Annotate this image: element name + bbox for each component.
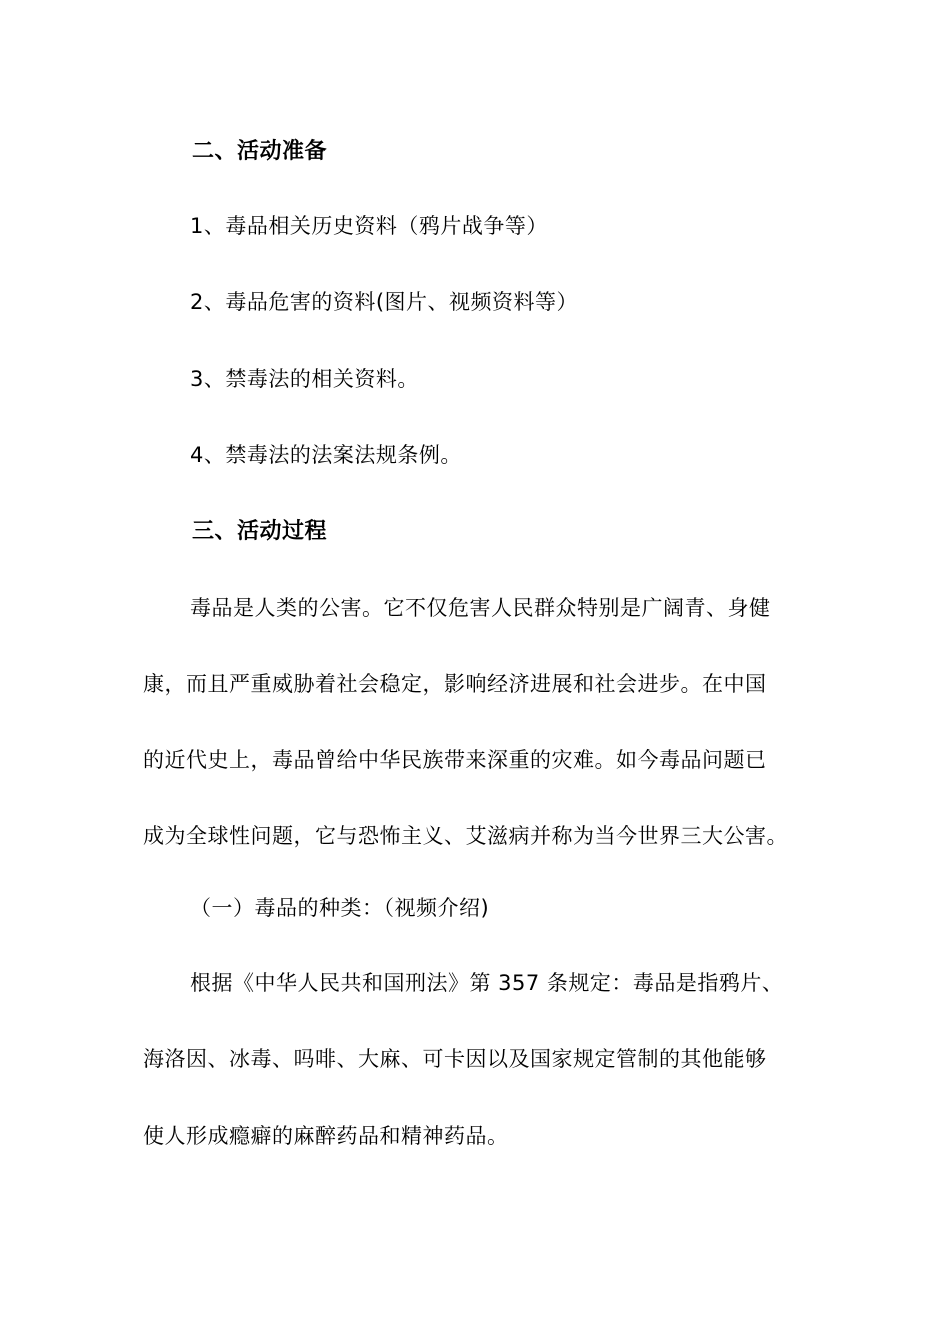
section-heading-process: 三、活动过程 [192,519,328,544]
section-heading-preparation: 二、活动准备 [192,139,328,164]
list-item: 1、毒品相关历史资料（鸦片战争等） [190,214,548,238]
subsection-heading-drug-types: （一）毒品的种类：（视频介绍) [190,896,490,920]
paragraph-line: 使人形成瘾癖的麻醉药品和精神药品。 [143,1124,509,1148]
paragraph-line: 康，而且严重威胁着社会稳定，影响经济进展和社会进步。在中国 [143,672,767,696]
paragraph-line: 根据《中华人民共和国刑法》第 357 条规定：毒品是指鸦片、 [190,971,784,995]
paragraph-line: 成为全球性问题，它与恐怖主义、艾滋病并称为当今世界三大公害。 [143,824,788,848]
list-item: 3、禁毒法的相关资料。 [190,367,419,391]
paragraph-line: 海洛因、冰毒、吗啡、大麻、可卡因以及国家规定管制的其他能够 [143,1047,767,1071]
list-item: 4、禁毒法的法案法规条例。 [190,443,462,467]
paragraph-line: 的近代史上，毒品曾给中华民族带来深重的灾难。如今毒品问题已 [143,748,767,772]
paragraph-line: 毒品是人类的公害。它不仅危害人民群众特别是广阔青、身健 [190,596,771,620]
list-item: 2、毒品危害的资料(图片、视频资料等） [190,290,579,314]
